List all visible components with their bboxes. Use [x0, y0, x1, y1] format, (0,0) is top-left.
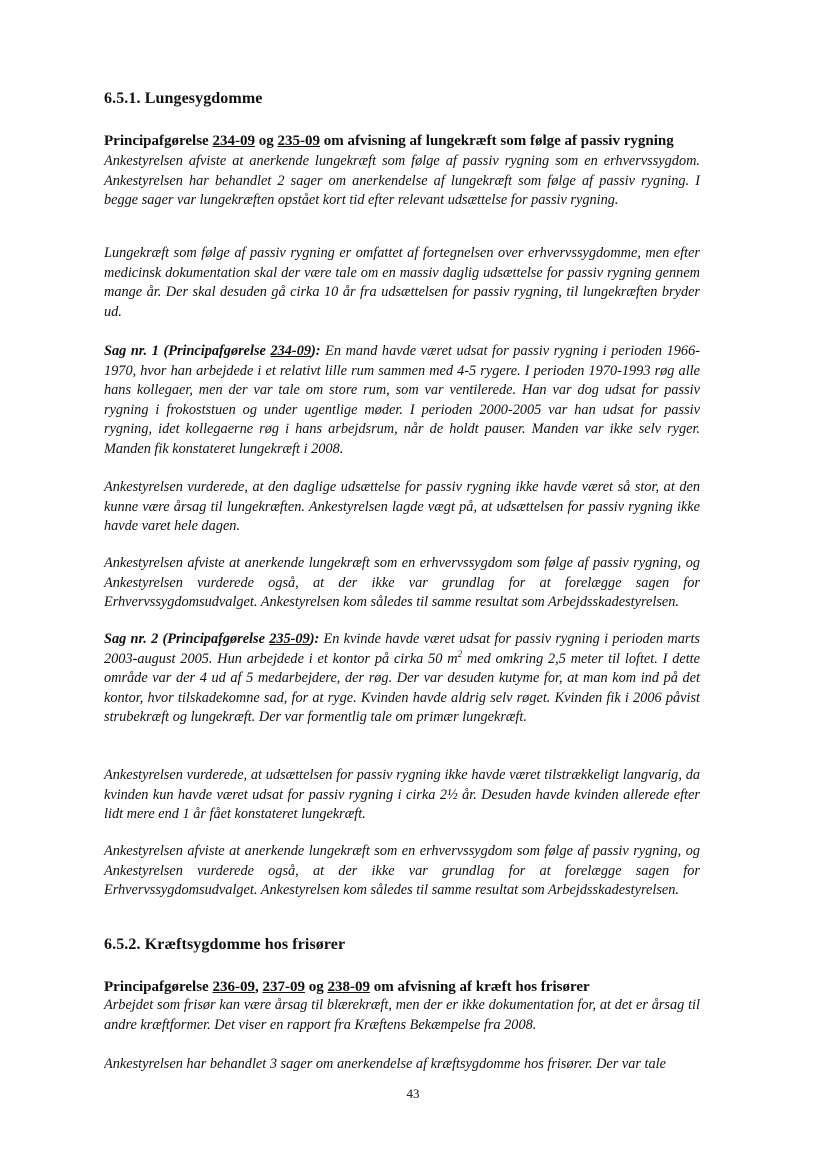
case-ref-link[interactable]: 234-09: [270, 343, 311, 359]
case-label: Sag nr. 1 (Principafgørelse: [104, 343, 271, 359]
principle-ref-link[interactable]: 234-09: [212, 133, 255, 149]
case-label-close: ):: [311, 343, 321, 359]
superscript: 2: [457, 648, 463, 659]
case-label-close: ):: [309, 631, 320, 647]
paragraph: Ankestyrelsen har behandlet 3 sager om anerkendelse af kræftsygdomme hos frisører. Der var tale: [104, 1056, 666, 1072]
paragraph: Ankestyrelsen afviste at anerkende lungekræft som følge af passiv rygning som en erhvervssygdom. Ankestyrelsen har behandlet 2 sager om anerkendelse af lungekræft som følge af passiv rygning. I begge sager var lungekræften opstået kort tid efter relevant udsættelse for passiv rygning.: [104, 153, 700, 208]
case-text: En kvinde havde været udsat for passiv rygning i perioden marts 2003-august 2005. Hun arbejdede i et kontor på cirka 50 m: [104, 631, 700, 667]
principle-ref-link[interactable]: 236-09: [212, 979, 255, 995]
case-ref-link[interactable]: 235-09: [269, 631, 310, 647]
principle-prefix: Principafgørelse: [104, 133, 213, 149]
paragraph: Ankestyrelsen vurderede, at udsættelsen for passiv rygning ikke havde været tilstrækkeligt langvarig, da kvinden kun havde været udsat for passiv rygning i cirka 2½ år. Desuden havde kvinden allerede efter lidt mere end 1 år fået konstateret lungekræft.: [104, 767, 700, 822]
principle-suffix: om afvisning af kræft hos frisører: [369, 979, 590, 995]
paragraph: Arbejdet som frisør kan være årsag til blærekræft, men der er ikke dokumentation for, at det er årsag til andre kræftformer. Det viser en rapport fra Kræftens Bekæmpelse fra 2008.: [104, 997, 700, 1033]
case-paragraph-2: [104, 630, 700, 728]
principle-conjunction: og: [254, 133, 278, 149]
principle-separator: ,: [254, 979, 263, 995]
case-paragraph-1: [104, 342, 700, 459]
principle-title-lungekraeft: [104, 131, 700, 151]
principle-suffix: om afvisning af lungekræft som følge af passiv rygning: [319, 133, 674, 149]
section-heading-lungesygdomme: 6.5.1. Lungesygdomme: [104, 90, 263, 107]
section-heading-kraeftsygdomme: 6.5.2. Kræftsygdomme hos frisører: [104, 936, 346, 953]
principle-conjunction: og: [304, 979, 328, 995]
case-text: med omkring 2,5 meter til loftet. I dette område var der 4 ud af 5 medarbejdere, der røg. Der var desuden kutyme for, at man kom ind på det kontor, hvor tilskadekomne sad, for at ryge. Kvinden havde aldrig selv røget. Kvinden fik i 2006 påvist strubekræft og lungekræft. Der var formentlig tale om primær lungekræft.: [104, 650, 700, 725]
case-text: En mand havde været udsat for passiv rygning i perioden 1966-1970, hvor han arbejdede i et relativt lille rum sammen med 4-5 rygere. I perioden 1970-1993 røg alle hans kollegaer, men der var tale om store rum, som var ventilerede. Han var dog udsat for passiv rygning i frokoststuen og under ugentlige møder. I perioden 2000-2005 var han udsat for passiv rygning, idet kollegaerne røg i hans arbejdsrum, når de holdt pauser. Manden var ikke selv ryger. Manden fik konstateret lungekræft i 2008.: [104, 343, 700, 457]
principle-prefix: Principafgørelse: [104, 979, 213, 995]
principle-ref-link[interactable]: 237-09: [262, 979, 305, 995]
page-number: 43: [406, 1086, 420, 1101]
principle-title-frisoerer: [104, 977, 700, 997]
principle-ref-link[interactable]: 238-09: [327, 979, 370, 995]
paragraph: Ankestyrelsen afviste at anerkende lungekræft som en erhvervssygdom som følge af passiv rygning, og Ankestyrelsen vurderede også, at der ikke var grundlag for at forelægge sagen for Erhvervssygdomsudvalget. Ankestyrelsen kom således til samme resultat som Arbejdsskadestyrelsen.: [104, 843, 700, 898]
case-label: Sag nr. 2 (Principafgørelse: [104, 631, 270, 647]
principle-ref-link[interactable]: 235-09: [277, 133, 320, 149]
paragraph: Ankestyrelsen afviste at anerkende lungekræft som en erhvervssygdom som følge af passiv rygning, og Ankestyrelsen vurderede også, at der ikke var grundlag for at forelægge sagen for Erhvervssygdomsudvalget. Ankestyrelsen kom således til samme resultat som Arbejdsskadestyrelsen.: [104, 555, 700, 610]
paragraph: Ankestyrelsen vurderede, at den daglige udsættelse for passiv rygning ikke havde været så stor, at den kunne være årsag til lungekræften. Ankestyrelsen lagde vægt på, at udsættelsen for passiv rygning ikke havde varet hele dagen.: [104, 479, 700, 534]
paragraph: Lungekræft som følge af passiv rygning er omfattet af fortegnelsen over erhvervssygdomme, men efter medicinsk dokumentation skal der være tale om en massiv daglig udsættelse for passiv rygning gennem mange år. Der skal desuden gå cirka 10 år fra udsættelsen for passiv rygning, til lungekræften bryder ud.: [104, 245, 700, 320]
